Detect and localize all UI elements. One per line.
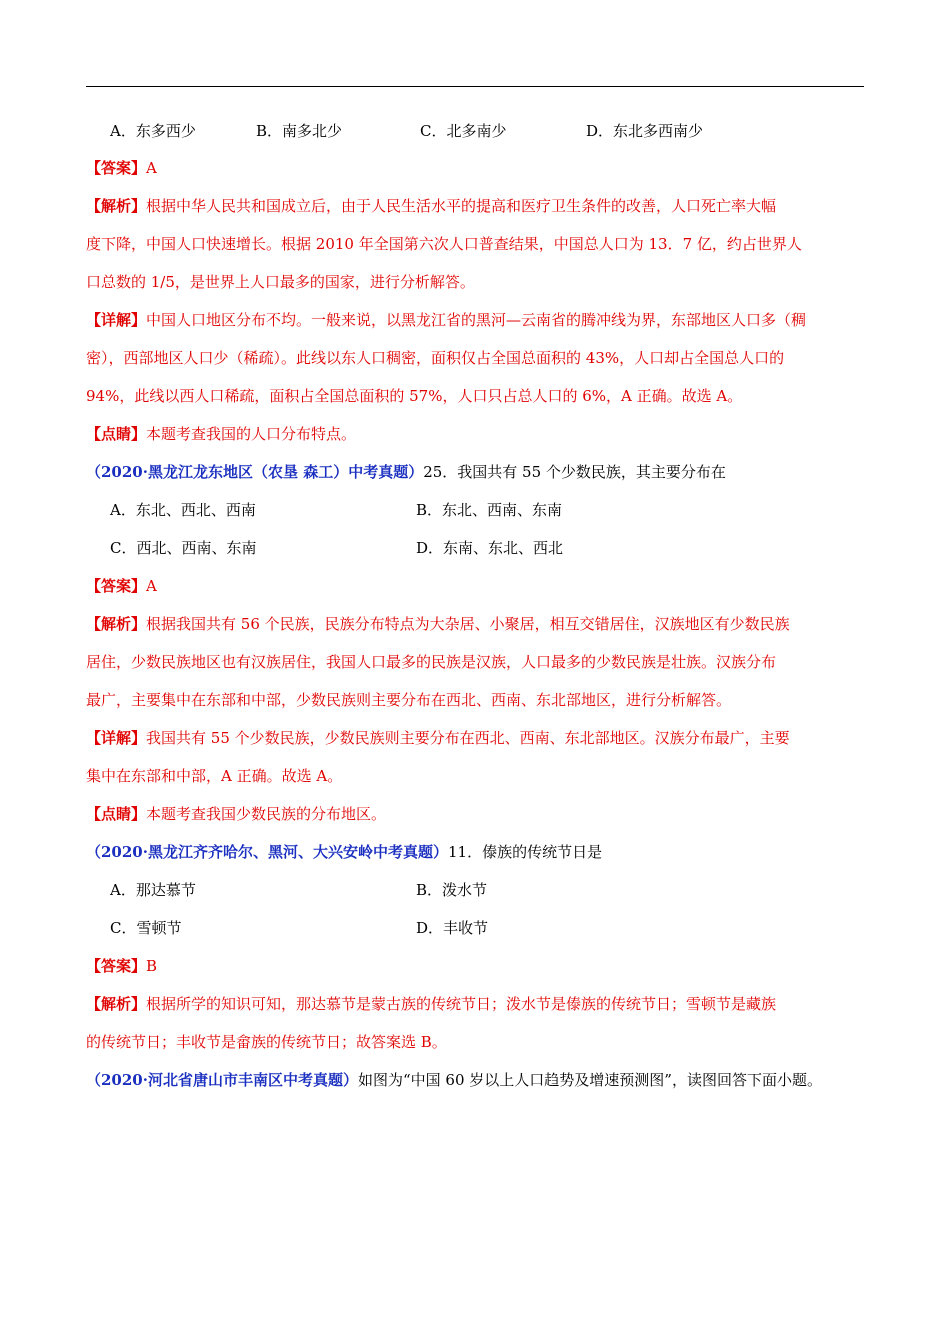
question-source: （2020·河北省唐山市丰南区中考真题） [86,1071,358,1089]
q3-option-b: B．泼水节 [416,881,488,899]
analysis-line: 口总数的 1/5，是世界上人口最多的国家，进行分析解答。 [86,273,475,291]
note-label: 【点睛】 [86,425,147,443]
q2-note [86,795,866,833]
q2-options-row1 [86,491,866,529]
q1-detail [86,301,866,415]
analysis-line: 最广，主要集中在东部和中部，少数民族则主要分布在西北、西南、东北部地区，进行分析解答。 [86,691,732,709]
q3-analysis [86,985,866,1061]
q1-option-d: D．东北多西南少 [586,122,704,140]
answer-label: 【答案】 [86,957,147,975]
q1-option-b: B．南多北少 [256,122,343,140]
analysis-line: 根据所学的知识可知，那达慕节是蒙古族的传统节日；泼水节是傣族的传统节日；雪顿节是藏族 [146,995,777,1013]
analysis-label: 【解析】 [86,995,147,1013]
question-source: （2020·黑龙江齐齐哈尔、黑河、大兴安岭中考真题） [86,843,448,861]
detail-line: 94%，此线以西人口稀疏，面积占全国总面积的 57%，人口只占总人口的 6%，A 正确。故选 A。 [86,387,743,405]
detail-line: 集中在东部和中部，A 正确。故选 A。 [86,767,343,785]
question-text: 如图为“中国 60 岁以上人口趋势及增速预测图”，读图回答下面小题。 [357,1071,822,1089]
q2-analysis [86,605,866,719]
answer-label: 【答案】 [86,577,147,595]
q3-options-row1 [86,871,866,909]
q4-stem [86,1061,866,1099]
q3-stem [86,833,866,871]
q3-option-a: A．那达慕节 [110,881,196,899]
q3-option-c: C．雪顿节 [110,919,182,937]
q1-answer [86,149,866,187]
q2-option-a: A．东北、西北、西南 [110,501,256,519]
note-label: 【点睛】 [86,805,147,823]
analysis-line: 根据中华人民共和国成立后，由于人民生活水平的提高和医疗卫生条件的改善，人口死亡率大幅 [146,197,777,215]
analysis-label: 【解析】 [86,197,147,215]
q2-option-b: B．东北、西南、东南 [416,501,563,519]
header-rule [86,86,864,87]
q3-answer [86,947,866,985]
answer-value: A [146,159,157,177]
detail-label: 【详解】 [86,729,147,747]
detail-label: 【详解】 [86,311,147,329]
q1-option-c: C．北多南少 [420,122,507,140]
q2-option-c: C．西北、西南、东南 [110,539,257,557]
question-text: 11．傣族的传统节日是 [447,843,603,861]
analysis-line: 根据我国共有 56 个民族，民族分布特点为大杂居、小聚居，相互交错居住，汉族地区有少数民族 [146,615,790,633]
answer-value: B [146,957,158,975]
q3-options-row2 [86,909,866,947]
detail-line: 密），西部地区人口少（稀疏）。此线以东人口稠密，面积仅占全国总面积的 43%，人口却占全国总人口的 [86,349,785,367]
note-text: 本题考查我国的人口分布特点。 [146,425,357,443]
q1-options [86,113,866,149]
q3-option-d: D．丰收节 [416,919,489,937]
analysis-line: 居住，少数民族地区也有汉族居住，我国人口最多的民族是汉族，人口最多的少数民族是壮族。汉族分布 [86,653,777,671]
document-body [86,113,866,1099]
answer-label: 【答案】 [86,159,147,177]
detail-line: 我国共有 55 个少数民族，少数民族则主要分布在西北、西南、东北部地区。汉族分布最广，主要 [146,729,790,747]
q2-options-row2 [86,529,866,567]
question-source: （2020·黑龙江龙东地区（农垦 森工）中考真题） [86,463,424,481]
analysis-label: 【解析】 [86,615,147,633]
detail-line: 中国人口地区分布不均。一般来说，以黑龙江省的黑河—云南省的腾冲线为界，东部地区人口多（稠 [146,311,807,329]
q2-stem [86,453,866,491]
q2-option-d: D．东南、东北、西北 [416,539,564,557]
question-text: 25．我国共有 55 个少数民族，其主要分布在 [423,463,726,481]
q1-option-a: A．东多西少 [110,122,196,140]
analysis-line: 的传统节日；丰收节是畲族的传统节日；故答案选 B。 [86,1033,447,1051]
answer-value: A [146,577,157,595]
note-text: 本题考查我国少数民族的分布地区。 [146,805,387,823]
q2-detail [86,719,866,795]
q1-analysis [86,187,866,301]
q2-answer [86,567,866,605]
q1-note [86,415,866,453]
analysis-line: 度下降，中国人口快速增长。根据 2010 年全国第六次人口普查结果，中国总人口为 13．7 亿，约占世界人 [86,235,802,253]
